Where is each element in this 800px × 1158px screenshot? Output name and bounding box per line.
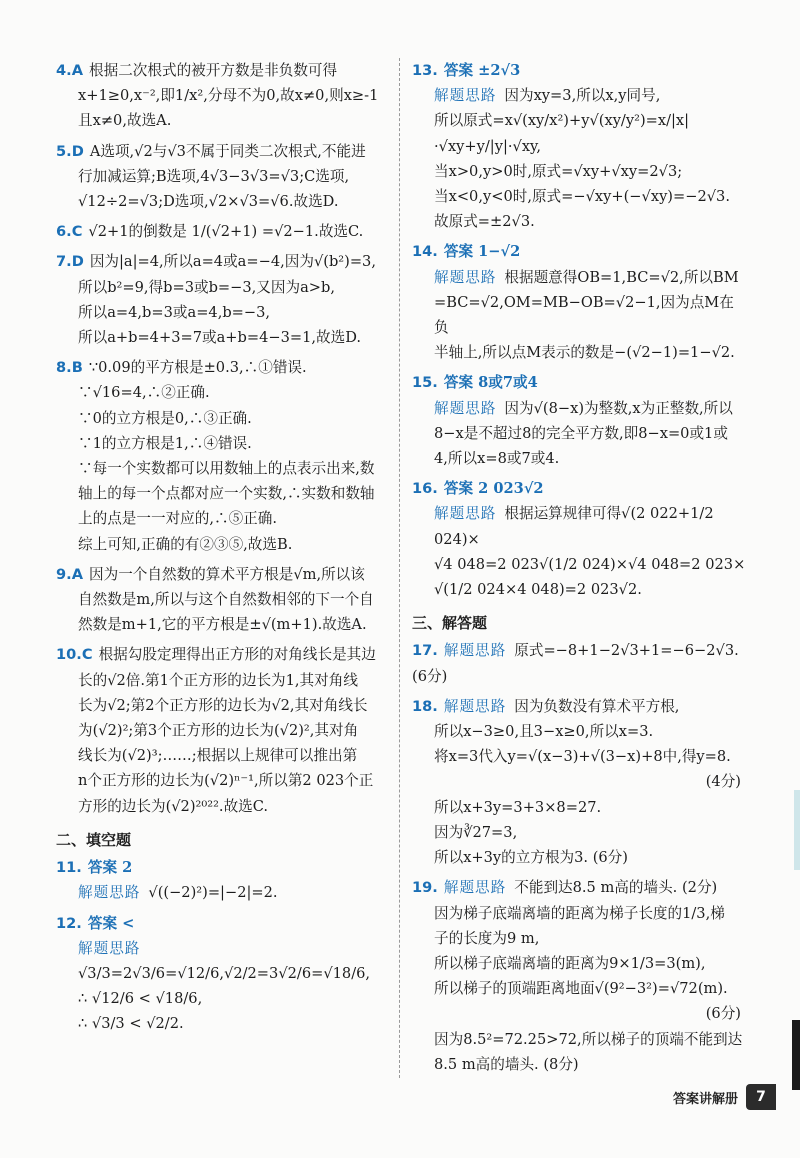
question-number: 4.A — [56, 62, 83, 79]
section-heading-fill: 二、填空题 — [56, 830, 132, 849]
answer-line — [56, 189, 391, 214]
answer-text: 故原式=±2√3. — [434, 213, 535, 231]
edge-accent — [794, 790, 800, 870]
answer-line — [56, 880, 391, 905]
answer-line — [56, 275, 391, 300]
answer-line — [56, 139, 391, 164]
answer-line — [56, 300, 391, 325]
answer-text: 当x<0,y<0时,原式=−√xy+(−√xy)=−2√3. — [434, 188, 730, 206]
solution-tag: 解题思路 — [443, 642, 507, 660]
answer-text: 且x≠0,故选A. — [78, 112, 172, 130]
answer-line — [56, 380, 391, 405]
answer-label: 答案 2 023√2 — [443, 480, 544, 498]
answer-text: 子的长度为9 m, — [434, 929, 540, 947]
question-q12 — [56, 911, 391, 1037]
answer-line — [412, 83, 747, 108]
answer-line — [412, 638, 747, 688]
answer-line — [412, 577, 747, 602]
answer-text: 方形的边长为(√2)²⁰²².故选C. — [78, 797, 269, 815]
question-number: 6.C — [56, 223, 83, 241]
spacer — [56, 1037, 391, 1042]
solution-tag: 解题思路 — [434, 399, 497, 417]
answer-line — [56, 642, 391, 667]
answer-text: 所以a+b=4+3=7或a+b=4−3=1,故选D. — [78, 329, 362, 347]
left-column — [56, 58, 391, 1042]
question-q10 — [56, 642, 391, 818]
answer-line — [56, 481, 391, 506]
answer-text: ∵0的立方根是0,∴③正确. — [78, 409, 252, 427]
answer-text: 综上可知,正确的有②③⑤,故选B. — [78, 535, 293, 553]
solution-tag: 解题思路 — [443, 697, 507, 715]
solution-tag: 解题思路 — [78, 939, 141, 957]
answer-line — [56, 794, 391, 819]
answer-line — [412, 370, 747, 395]
answer-text: 不能到达8.5 m高的墙头. (2分) — [514, 879, 718, 897]
answer-line — [56, 562, 391, 587]
answer-text: ∵√16=4,∴②正确. — [78, 384, 210, 402]
answer-line — [412, 209, 747, 234]
answer-text: 所以梯子底端离墙的距离为9×1/3=3(m), — [434, 954, 706, 972]
answer-text: 所以a=4,b=3或a=4,b=−3, — [78, 303, 271, 321]
answer-label: 答案 ±2√3 — [443, 62, 521, 79]
answer-label: 答案 8或7或4 — [443, 374, 538, 392]
answer-line — [56, 108, 391, 133]
question-number: 12. — [56, 914, 82, 932]
answer-text: ∴ √12/6 < √18/6, — [78, 990, 203, 1008]
solution-tag: 解题思路 — [434, 268, 497, 286]
answer-line — [412, 1001, 747, 1026]
solution-tag: 解题思路 — [78, 884, 141, 902]
answer-text: 所以原式=x√(xy/x²)+y√(xy/y²)=x/|x|·√xy+y/|y|·√xy, — [434, 112, 690, 155]
answer-line — [412, 976, 747, 1001]
answer-line — [412, 340, 747, 365]
answer-line — [56, 431, 391, 456]
answer-text: 因为负数没有算术平方根, — [514, 697, 680, 715]
answer-text: 原式=−8+1−2√3+1=−6−2√3.(6分) — [412, 642, 739, 685]
question-q18 — [412, 694, 747, 870]
answer-text: 根据运算规律可得√(2 022+1/2 024)× — [434, 505, 714, 548]
answer-line — [412, 421, 747, 446]
answer-line — [56, 855, 391, 880]
answer-line — [412, 108, 747, 158]
answer-line — [56, 325, 391, 350]
question-q6 — [56, 219, 391, 244]
spacer — [56, 819, 391, 824]
answer-text: 为(√2)²;第3个正方形的边长为(√2)²,其对角 — [78, 722, 359, 740]
answer-text: 所以b²=9,得b=3或b=−3,又因为a>b, — [78, 278, 335, 296]
question-q14 — [412, 239, 747, 365]
answer-line — [412, 501, 747, 551]
answer-line — [412, 184, 747, 209]
answer-line — [412, 845, 747, 870]
answer-line — [56, 668, 391, 693]
answer-line — [412, 58, 747, 83]
answer-text: 因为√(8−x)为整数,x为正整数,所以 — [504, 399, 733, 417]
answer-label: 答案 1−√2 — [443, 243, 521, 261]
answer-text: √12÷2=√3;D选项,√2×√3=√6.故选D. — [78, 193, 339, 211]
answer-text: (4分) — [705, 773, 741, 791]
answer-line — [412, 159, 747, 184]
solution-tag: 解题思路 — [443, 879, 507, 897]
question-q11 — [56, 855, 391, 905]
answer-text: A选项,√2与√3不属于同类二次根式,不能进 — [89, 142, 366, 160]
answer-line — [412, 795, 747, 820]
answer-line — [412, 769, 747, 794]
answer-line — [56, 986, 391, 1011]
answer-line — [412, 476, 747, 501]
answer-text: √((−2)²)=|−2|=2. — [148, 884, 278, 902]
answer-line — [56, 83, 391, 108]
answer-text: 8.5 m高的墙头. (8分) — [434, 1055, 579, 1073]
section-heading-solve: 三、解答题 — [412, 614, 488, 633]
question-q13 — [412, 58, 747, 234]
answer-text: 当x>0,y>0时,原式=√xy+√xy=2√3; — [434, 162, 683, 180]
answer-text: 然数是m+1,它的平方根是±√(m+1).故选A. — [78, 616, 367, 634]
answer-line — [56, 355, 391, 380]
answer-line — [412, 396, 747, 421]
right-column — [412, 58, 747, 1082]
question-q17 — [412, 638, 747, 688]
answer-line — [412, 875, 747, 900]
answer-line — [56, 249, 391, 274]
answer-line — [412, 820, 747, 845]
answer-line — [56, 219, 391, 244]
answer-line — [56, 693, 391, 718]
answer-text: √2+1的倒数是 1/(√2+1) =√2−1.故选C. — [88, 223, 364, 241]
question-q15 — [412, 370, 747, 471]
answer-text: 因为8.5²=72.25>72,所以梯子的顶端不能到达 — [434, 1030, 743, 1048]
answer-text: 将x=3代入y=√(x−3)+√(3−x)+8中,得y=8. — [434, 748, 731, 766]
answer-text: 线长为(√2)³;……;根据以上规律可以推出第 — [78, 747, 358, 765]
answer-text: 长为√2;第2个正方形的边长为√2,其对角线长 — [78, 696, 368, 714]
answer-line — [56, 532, 391, 557]
answer-line — [56, 718, 391, 743]
answer-text: 因为∛27=3, — [434, 823, 518, 841]
answer-text: 长的√2倍.第1个正方形的边长为1,其对角线 — [78, 671, 358, 689]
question-number: 8.B — [56, 359, 83, 377]
answer-line — [56, 58, 391, 83]
answer-text: 4,所以x=8或7或4. — [434, 450, 560, 468]
answer-line — [412, 446, 747, 471]
answer-text: √3/3=2√3/6=√12/6,√2/2=3√2/6=√18/6, — [78, 964, 371, 982]
question-number: 19. — [412, 879, 438, 897]
footer-label: 答案讲解册 — [672, 1091, 738, 1107]
answer-text: 根据勾股定理得出正方形的对角线长是其边 — [98, 646, 376, 664]
question-number: 11. — [56, 859, 82, 877]
answer-line — [56, 456, 391, 481]
answer-line — [412, 951, 747, 976]
solution-tag: 解题思路 — [434, 505, 497, 523]
question-number: 10.C — [56, 646, 93, 664]
question-q16 — [412, 476, 747, 602]
answer-text: ∵1的立方根是1,∴④错误. — [78, 434, 252, 452]
answer-text: ∵0.09的平方根是±0.3,∴①错误. — [88, 359, 307, 377]
answer-text: 所以x+3y=3+3×8=27. — [434, 798, 602, 816]
answer-line — [412, 694, 747, 719]
answer-text: 所以x−3≥0,且3−x≥0,所以x=3. — [434, 723, 654, 741]
column-divider — [399, 58, 400, 1078]
question-number: 17. — [412, 642, 438, 660]
answer-text: (6分) — [705, 1005, 741, 1023]
answer-text: =BC=√2,OM=MB−OB=√2−1,因为点M在负 — [434, 293, 734, 337]
question-number: 5.D — [56, 142, 84, 160]
spacer — [412, 602, 747, 607]
question-q9 — [56, 562, 391, 638]
answer-text: 根据二次根式的被开方数是非负数可得 — [89, 62, 338, 79]
solution-tag: 解题思路 — [434, 87, 497, 105]
answer-line — [56, 1011, 391, 1036]
answer-text: x+1≥0,x⁻²,即1/x²,分母不为0,故x≠0,则x≥-1 — [78, 87, 379, 105]
answer-line — [56, 612, 391, 637]
question-number: 15. — [412, 374, 438, 392]
answer-line — [56, 587, 391, 612]
answer-line — [56, 768, 391, 793]
answer-line — [412, 901, 747, 926]
answer-text: 因为xy=3,所以x,y同号, — [504, 87, 661, 105]
answer-text: 所以梯子的顶端距离地面√(9²−3²)=√72(m). — [434, 980, 728, 998]
question-q7 — [56, 249, 391, 350]
answer-line — [412, 265, 747, 290]
answer-text: 根据题意得OB=1,BC=√2,所以BM — [504, 268, 739, 286]
answer-line — [412, 719, 747, 744]
answer-text: √4 048=2 023√(1/2 024)×√4 048=2 023× — [434, 555, 746, 573]
page-footer — [673, 1084, 776, 1110]
answer-text: ∴ √3/3 < √2/2. — [78, 1015, 184, 1033]
question-number: 7.D — [56, 253, 84, 271]
answer-text: 上的点是一一对应的,∴⑤正确. — [78, 510, 277, 528]
answer-text: 因为|a|=4,所以a=4或a=−4,因为√(b²)=3, — [89, 253, 376, 271]
answer-line — [412, 290, 747, 340]
question-number: 14. — [412, 243, 438, 261]
answer-text: n个正方形的边长为(√2)ⁿ⁻¹,所以第2 023个正 — [78, 772, 374, 790]
answer-text: ∵每一个实数都可以用数轴上的点表示出来,数 — [78, 460, 375, 478]
question-q4 — [56, 58, 391, 134]
answer-label: 答案 < — [87, 914, 135, 932]
answer-text: 行加减运算;B选项,4√3−3√3=√3;C选项, — [78, 167, 350, 185]
edge-tab — [792, 1020, 800, 1090]
spacer — [412, 1077, 747, 1082]
question-q8 — [56, 355, 391, 557]
answer-line — [56, 743, 391, 768]
page-number: 7 — [746, 1084, 776, 1110]
answer-line — [412, 1052, 747, 1077]
answer-text: 因为一个自然数的算术平方根是√m,所以该 — [89, 565, 365, 583]
answer-text: √(1/2 024×4 048)=2 023√2. — [434, 581, 642, 599]
question-number: 9.A — [56, 565, 83, 583]
answer-text: 8−x是不超过8的完全平方数,即8−x=0或1或 — [434, 424, 728, 442]
answer-text: 轴上的每一个点都对应一个实数,∴实数和数轴 — [78, 485, 375, 503]
answer-label: 答案 2 — [87, 859, 133, 877]
answer-line — [412, 552, 747, 577]
question-number: 13. — [412, 62, 438, 79]
answer-line — [56, 506, 391, 531]
answer-line — [412, 239, 747, 264]
answer-text: 半轴上,所以点M表示的数是−(√2−1)=1−√2. — [434, 344, 735, 362]
answer-text: 所以x+3y的立方根为3. (6分) — [434, 849, 628, 867]
answer-line — [56, 164, 391, 189]
answer-text: 自然数是m,所以与这个自然数相邻的下一个自 — [78, 591, 374, 609]
question-q5 — [56, 139, 391, 215]
answer-line — [412, 926, 747, 951]
question-q19 — [412, 875, 747, 1077]
answer-line — [412, 1027, 747, 1052]
answer-line — [56, 406, 391, 431]
question-number: 18. — [412, 697, 438, 715]
answer-line — [412, 744, 747, 769]
answer-line — [56, 936, 391, 986]
answer-line — [56, 911, 391, 936]
answer-text: 因为梯子底端离墙的距离为梯子长度的1/3,梯 — [434, 904, 725, 922]
question-number: 16. — [412, 480, 438, 498]
